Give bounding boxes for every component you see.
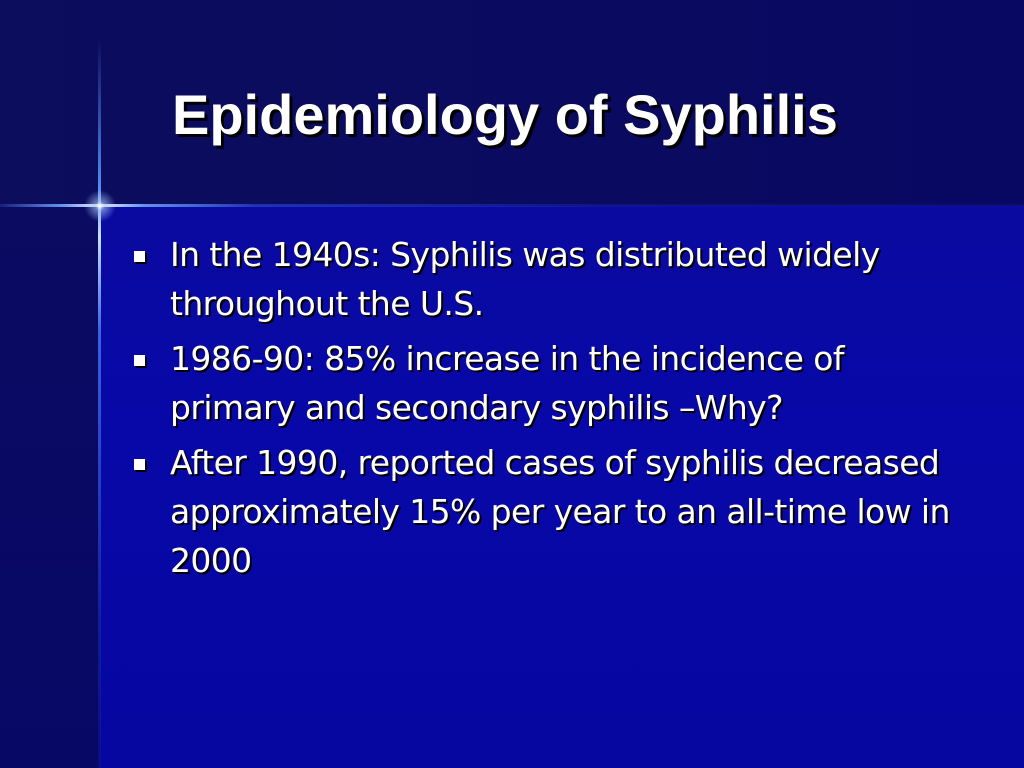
bullet-item bbox=[128, 438, 978, 585]
square-bullet-icon bbox=[134, 251, 145, 262]
square-bullet-icon bbox=[134, 459, 145, 470]
square-bullet-icon bbox=[134, 355, 145, 366]
vertical-glow-line bbox=[98, 40, 101, 768]
sparkle-icon bbox=[84, 190, 116, 222]
bullet-item bbox=[128, 334, 978, 432]
bullet-text: In the 1940s: Syphilis was distributed widely throughout the U.S. bbox=[170, 235, 880, 323]
slide-title: Epidemiology of Syphilis bbox=[172, 83, 838, 146]
left-band bbox=[0, 206, 100, 768]
bullet-text: After 1990, reported cases of syphilis decreased approximately 15% per year to an all-time low in 2000 bbox=[170, 443, 950, 580]
horizontal-glow-line bbox=[0, 204, 1024, 207]
bullet-text: 1986-90: 85% increase in the incidence of primary and secondary syphilis –Why? bbox=[170, 339, 844, 427]
bullet-list bbox=[128, 230, 978, 591]
bullet-item bbox=[128, 230, 978, 328]
